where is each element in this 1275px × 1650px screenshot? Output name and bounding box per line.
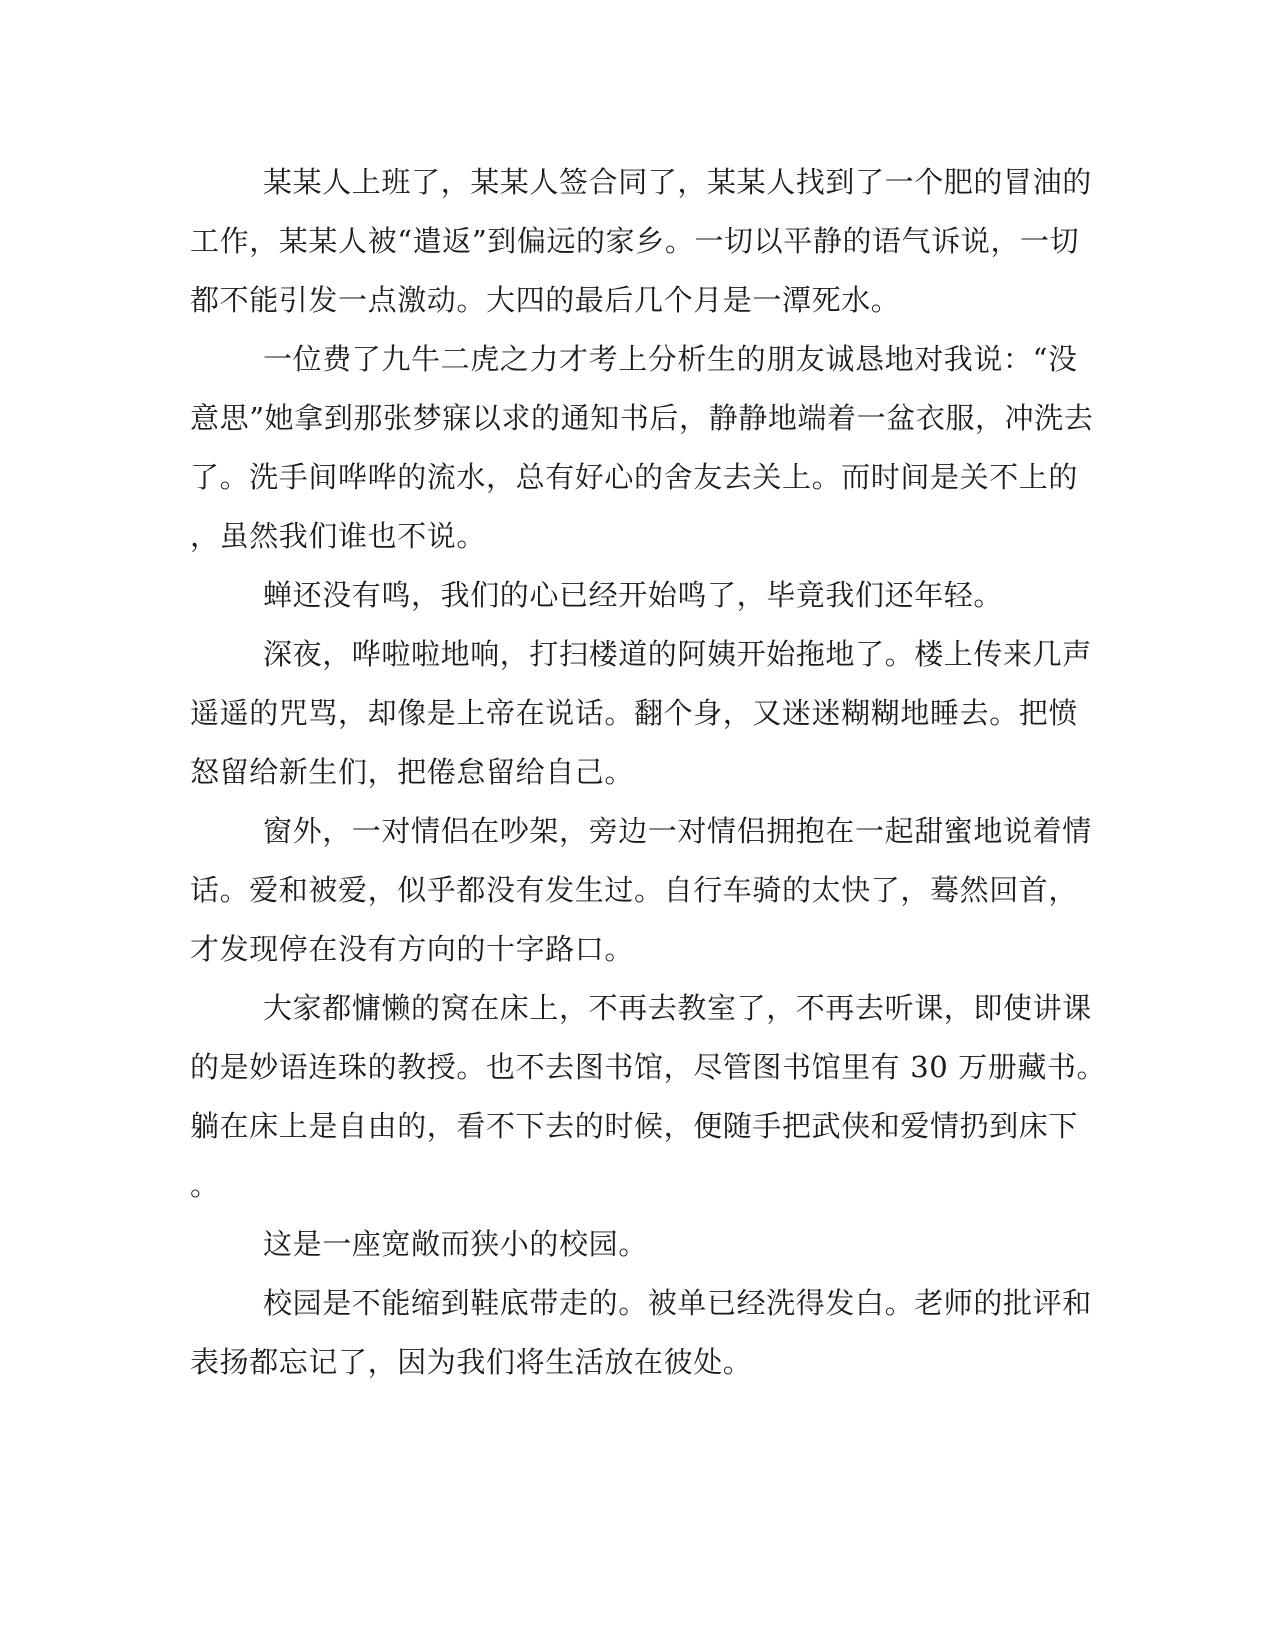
text-line: 意思”她拿到那张梦寐以求的通知书后，静静地端着一盆衣服，冲洗去 [190, 401, 1094, 435]
text-line: 窗外，一对情侣在吵架，旁边一对情侣拥抱在一起甜蜜地说着情 [263, 814, 1092, 848]
text-line: 某某人上班了，某某人签合同了，某某人找到了一个肥的冒油的 [263, 165, 1092, 199]
text-line: ，虽然我们谁也不说。 [190, 519, 487, 553]
text-line: 深夜，哗啦啦地响，打扫楼道的阿姨开始拖地了。楼上传来几声 [263, 637, 1092, 671]
text-line: 蝉还没有鸣，我们的心已经开始鸣了，毕竟我们还年轻。 [263, 578, 1004, 612]
text-line: 工作，某某人被“遣返”到偏远的家乡。一切以平静的语气诉说，一切 [190, 224, 1080, 258]
text-line: 遥遥的咒骂，却像是上帝在说话。翻个身，又迷迷糊糊地睡去。把愤 [190, 696, 1079, 730]
text-line: 校园是不能缩到鞋底带走的。被单已经洗得发白。老师的批评和 [263, 1286, 1092, 1320]
text-line: 这是一座宽敞而狭小的校园。 [263, 1227, 648, 1261]
text-line: 怒留给新生们，把倦怠留给自己。 [190, 755, 635, 789]
text-line: 都不能引发一点激动。大四的最后几个月是一潭死水。 [190, 283, 901, 317]
text-line: 一位费了九牛二虎之力才考上分析生的朋友诚恳地对我说：“没 [263, 342, 1078, 376]
text-line: 的是妙语连珠的教授。也不去图书馆，尽管图书馆里有 30 万册藏书。 [190, 1050, 1107, 1084]
text-line: 大家都慵懒的窝在床上，不再去教室了，不再去听课，即使讲课 [263, 991, 1092, 1025]
text-line: 话。爱和被爱，似乎都没有发生过。自行车骑的太快了，蓦然回首， [190, 873, 1079, 907]
text-line: 表扬都忘记了，因为我们将生活放在彼处。 [190, 1345, 753, 1379]
text-line: 才发现停在没有方向的十字路口。 [190, 932, 635, 966]
text-line: 。 [190, 1168, 220, 1202]
text-line: 了。洗手间哗哗的流水，总有好心的舍友去关上。而时间是关不上的 [190, 460, 1079, 494]
text-line: 躺在床上是自由的，看不下去的时候，便随手把武侠和爱情扔到床下 [190, 1109, 1079, 1143]
